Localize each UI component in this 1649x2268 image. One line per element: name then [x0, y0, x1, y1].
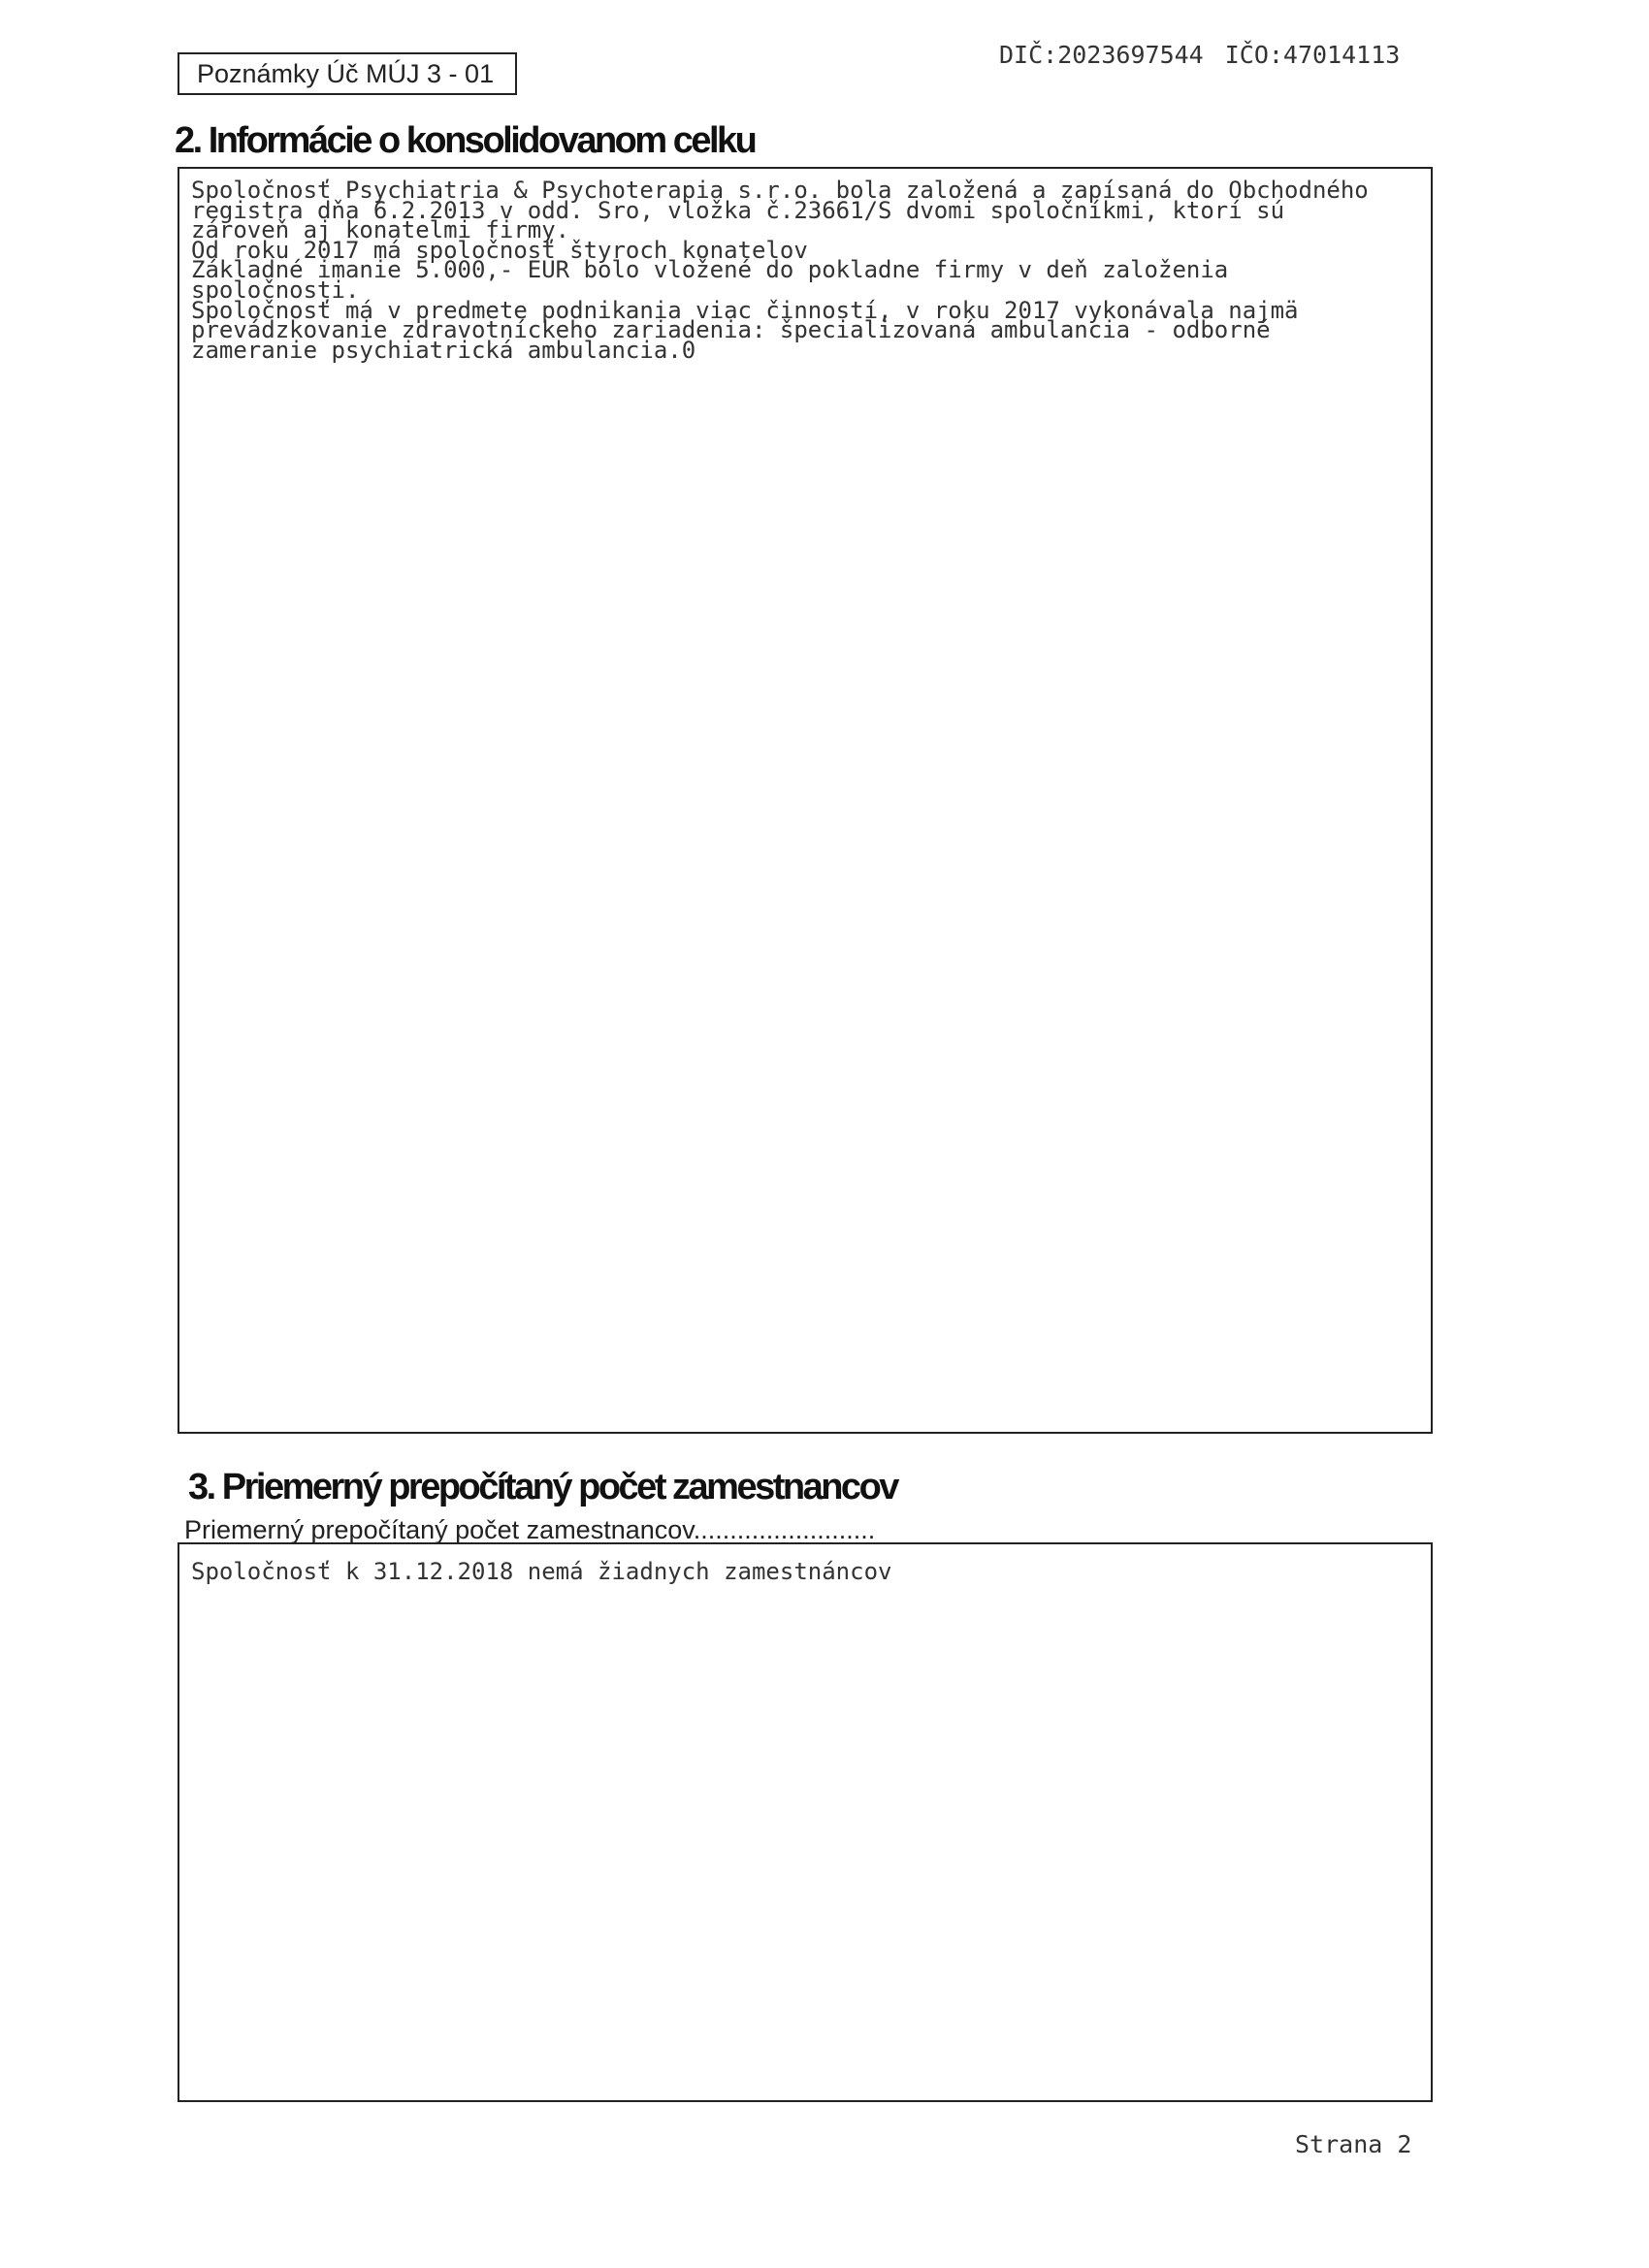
section-3-textbox	[178, 1542, 1433, 2102]
text-line: registra dňa 6.2.2013 v odd. Sro, vložka č.23661/S dvomi spoločníkmi, ktorí sú	[191, 196, 1285, 224]
page-number: Strana 2	[1295, 2130, 1412, 2158]
text-line: Od roku 2017 má spoločnosť štyroch konatelov	[191, 236, 808, 264]
text-line: prevádzkovanie zdravotníckeho zariadenia: špecializovaná ambulancia - odborné	[191, 316, 1271, 344]
ico-number: IČO:47014113	[1224, 41, 1401, 69]
section-2-textbox	[178, 167, 1433, 1434]
text-line: Spoločnosť k 31.12.2018 nemá žiadnych zamestnáncov	[191, 1558, 892, 1585]
section-3-title: 3. Priemerný prepočítaný počet zamestnancov	[188, 1467, 897, 1507]
form-label: Poznámky Úč MÚJ 3 - 01	[178, 52, 517, 95]
tax-ids	[999, 41, 1400, 69]
text-line: zároveň aj konatelmi firmy.	[191, 216, 570, 244]
section-2-text	[179, 169, 1431, 364]
section-3-subtitle: Priemerný prepočítaný počet zamestnancov.........................	[184, 1515, 876, 1544]
text-line: Spoločnosť Psychiatria & Psychoterapia s.r.o. bola založená a zapísaná do Obchodného	[191, 177, 1369, 204]
text-line: Základné imanie 5.000,- EUR bolo vložené do pokladne firmy v deň založenia	[191, 256, 1229, 284]
text-line: Spoločnosť má v predmete podnikania viac činností, v roku 2017 vykonávala najmä	[191, 296, 1299, 324]
text-line: zameranie psychiatrická ambulancia.0	[191, 336, 696, 364]
section-2-title: 2. Informácie o konsolidovanom celku	[175, 120, 756, 161]
dic-number: DIČ:2023697544	[999, 41, 1204, 69]
section-3-text	[179, 1544, 1431, 1585]
text-line: spoločnosti.	[191, 275, 360, 304]
